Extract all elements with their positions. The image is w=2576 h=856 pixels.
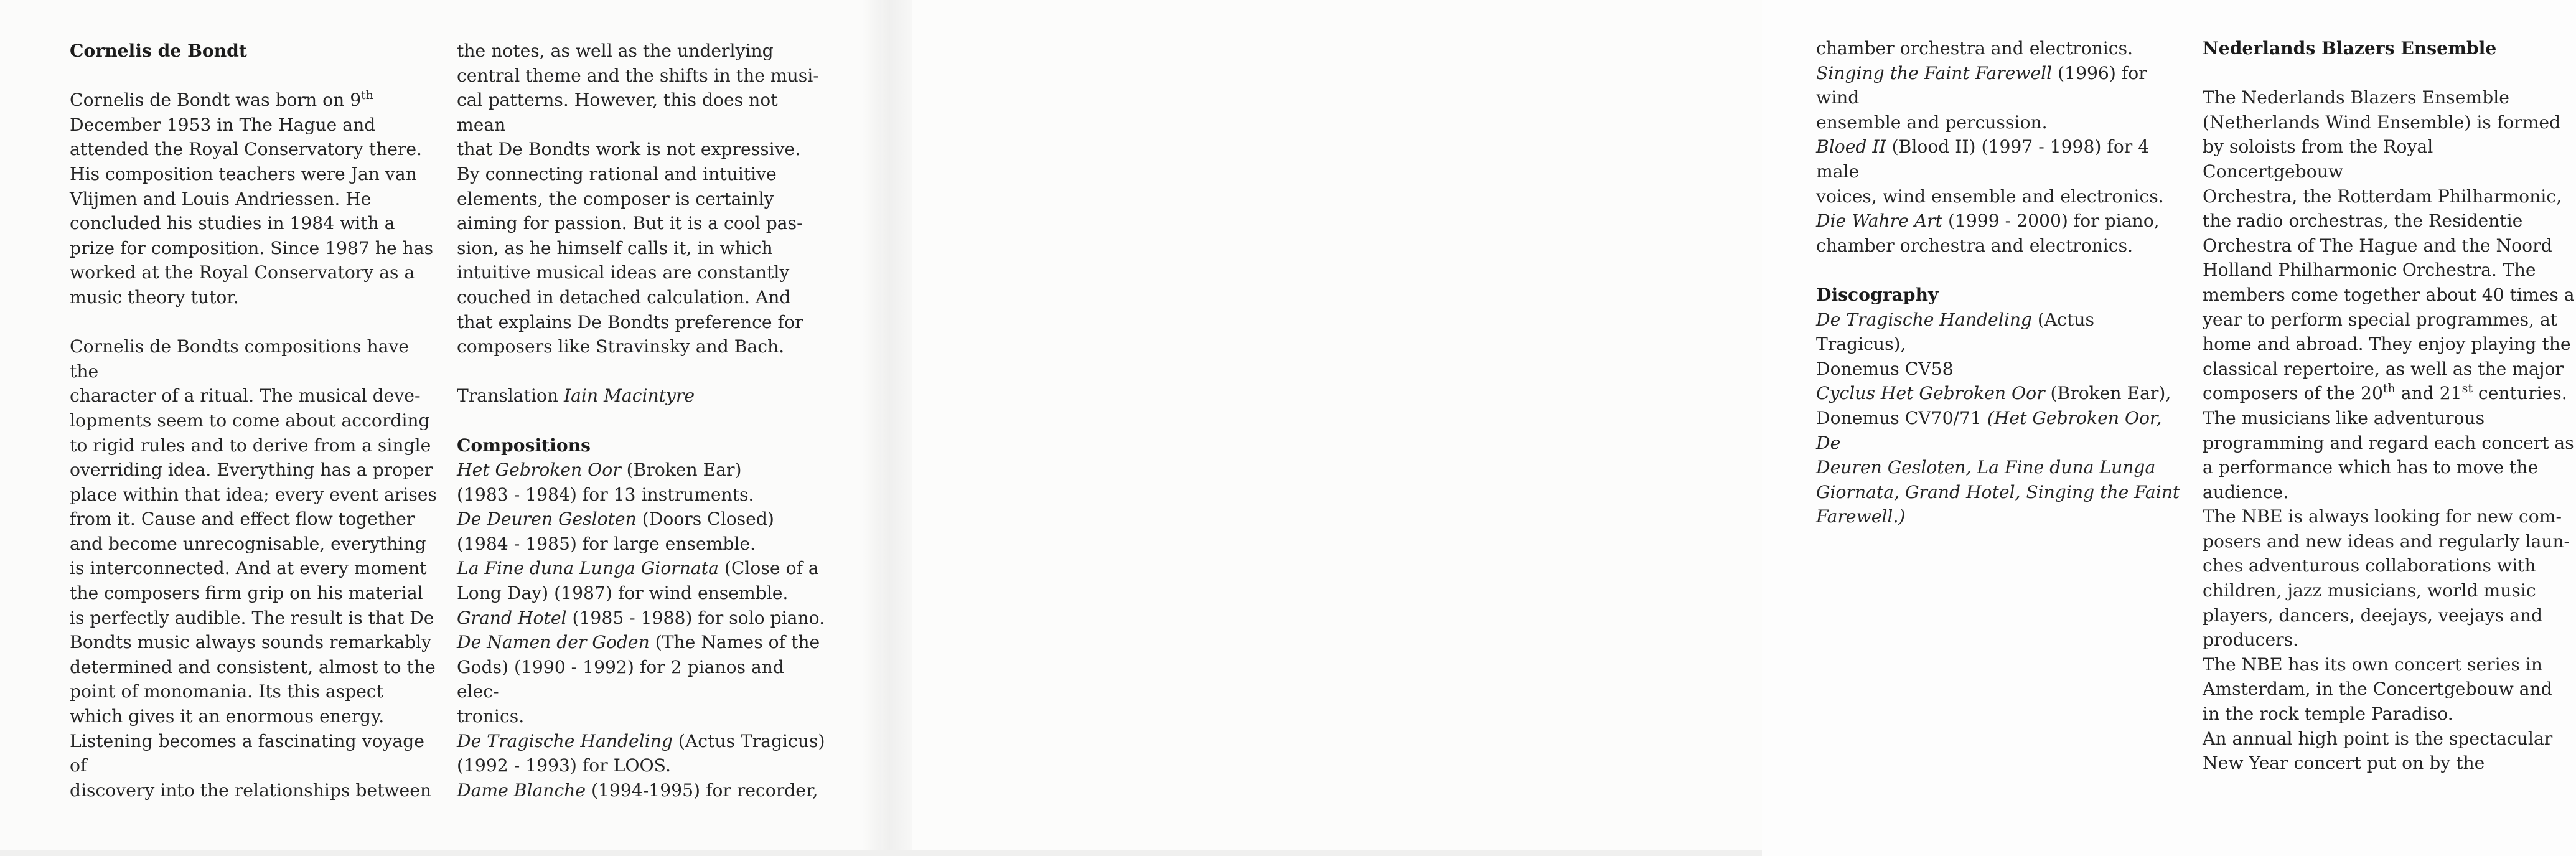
paragraph-nbe-more bbox=[2203, 406, 2576, 776]
bio-line: music theory tutor. bbox=[70, 286, 239, 308]
text-line: place within that idea; every event arises bbox=[70, 484, 437, 505]
composition-details: (Doors Closed) bbox=[636, 509, 774, 530]
text-line: character of a ritual. The musical deve- bbox=[70, 385, 421, 407]
composition-entry bbox=[457, 778, 830, 803]
bio-line: Vlijmen and Louis Andriessen. He bbox=[70, 188, 372, 209]
text-line: players, dancers, deejays, veejays and bbox=[2203, 604, 2543, 626]
text-line: composers like Stravinsky and Bach. bbox=[457, 336, 785, 357]
paragraph-notes-relationships bbox=[457, 39, 830, 359]
bio-line: concluded his studies in 1984 with a bbox=[70, 213, 395, 234]
text-line: home and abroad. They enjoy playing the bbox=[2203, 334, 2571, 355]
composition-entry bbox=[457, 729, 830, 754]
bio-line: Cornelis de Bondt was born on 9th bbox=[70, 88, 374, 111]
discography-entry-detail: Farewell.) bbox=[1816, 506, 1906, 527]
composition-title: La Fine duna Lunga Giornata bbox=[457, 558, 719, 579]
text-line: Listening becomes a fascinating voyage of bbox=[70, 730, 424, 776]
text-line: The NBE has its own concert series in bbox=[2203, 654, 2542, 675]
composition-entry bbox=[457, 630, 830, 655]
text-line: central theme and the shifts in the musi- bbox=[457, 65, 819, 86]
text-line: An annual high point is the spectacular bbox=[2203, 728, 2553, 749]
text-line: lopments seem to come about according bbox=[70, 410, 430, 431]
text-line: Orchestra, the Rotterdam Philharmonic, bbox=[2203, 186, 2562, 207]
discography-entry: De Tragische Handeling (Actus Tragicus), bbox=[1816, 309, 2094, 355]
right-page bbox=[881, 0, 2575, 856]
paragraph-compositions-character bbox=[70, 334, 443, 802]
text-line: cal patterns. However, this does not mean bbox=[457, 90, 778, 135]
text-line: posers and new ideas and regularly laun- bbox=[2203, 530, 2570, 552]
text-line: and become unrecognisable, everything bbox=[70, 533, 426, 554]
text-line: year to perform special programmes, at bbox=[2203, 309, 2558, 330]
page-bottom-edge bbox=[0, 850, 1762, 856]
text-line: is interconnected. And at every moment bbox=[70, 558, 427, 579]
nbe-line-centuries: composers of the 20th and 21st centuries. bbox=[2203, 382, 2567, 404]
text-line: Holland Philharmonic Orchestra. The bbox=[2203, 260, 2536, 281]
text-line: ches adventurous collaborations with bbox=[2203, 555, 2536, 576]
left-page bbox=[0, 0, 881, 856]
composition-entry-detail: Long Day) (1987) for wind ensemble. bbox=[457, 583, 789, 604]
text-line: The NBE is always looking for new com- bbox=[2203, 506, 2562, 527]
composition-entry bbox=[457, 606, 830, 631]
text-line: that explains De Bondts preference for bbox=[457, 311, 803, 332]
composition-entry: Bloed II (Blood II) (1997 - 1998) for 4 male bbox=[1816, 136, 2150, 182]
composition-details: (Close of a bbox=[718, 558, 819, 579]
composition-entry-detail: chamber orchestra and electronics. bbox=[1816, 235, 2133, 256]
heading-cornelis-de-bondt: Cornelis de Bondt bbox=[70, 40, 247, 61]
heading-discography: Discography bbox=[1816, 284, 1939, 305]
composition-title: Grand Hotel bbox=[457, 607, 567, 628]
composition-title: Dame Blanche bbox=[457, 779, 586, 801]
text-line: from it. Cause and effect flow together bbox=[70, 509, 415, 530]
column-4 bbox=[2203, 36, 2576, 776]
heading-nederlands-blazers-ensemble: Nederlands Blazers Ensemble bbox=[2203, 38, 2497, 59]
text-line: discovery into the relationships between bbox=[70, 779, 432, 801]
text-line: The musicians like adventurous bbox=[2203, 407, 2485, 428]
discography-entry-detail: Giornata, Grand Hotel, Singing the Faint bbox=[1816, 481, 2180, 502]
text-line: is perfectly audible. The result is that De bbox=[70, 607, 434, 628]
text-line: that De Bondts work is not expressive. bbox=[457, 139, 801, 160]
composition-entry-detail: ensemble and percussion. bbox=[1816, 111, 2048, 133]
translation-credit: Translation Iain Macintyre bbox=[457, 385, 695, 407]
text-line: by soloists from the Royal Concertgebouw bbox=[2203, 136, 2433, 182]
composition-title: De Deuren Gesloten bbox=[457, 509, 637, 530]
text-line: intuitive musical ideas are constantly bbox=[457, 262, 790, 283]
text-line: couched in detached calculation. And bbox=[457, 286, 791, 308]
text-line: New Year concert put on by the bbox=[2203, 753, 2485, 774]
book-fold-shadow bbox=[862, 0, 912, 856]
text-line: elements, the composer is certainly bbox=[457, 188, 774, 209]
text-line: Amsterdam, in the Concertgebouw and bbox=[2203, 679, 2552, 700]
composition-entry bbox=[457, 556, 830, 581]
text-line: children, jazz musicians, world music bbox=[2203, 580, 2536, 601]
bio-line: attended the Royal Conservatory there. bbox=[70, 139, 423, 160]
heading-compositions: Compositions bbox=[457, 435, 591, 456]
text-line: Bondts music always sounds remarkably bbox=[70, 632, 432, 653]
composition-entry-detail: (1983 - 1984) for 13 instruments. bbox=[457, 484, 754, 505]
text-line: the radio orchestras, the Residentie bbox=[2203, 210, 2523, 232]
text-line: to rigid rules and to derive from a single bbox=[70, 435, 431, 456]
column-3 bbox=[1816, 36, 2190, 529]
text-line: audience. bbox=[2203, 481, 2289, 502]
text-line: the notes, as well as the underlying bbox=[457, 40, 774, 61]
composition-details: (1994-1995) for recorder, bbox=[586, 779, 818, 801]
text-line: sion, as he himself calls it, in which bbox=[457, 237, 773, 258]
composition-details: (Actus Tragicus) bbox=[672, 730, 825, 751]
composition-entry: Singing the Faint Farewell (1996) for wind bbox=[1816, 62, 2147, 108]
composition-entry-detail: tronics. bbox=[457, 706, 525, 727]
discography-entry-detail: Deuren Gesloten, La Fine duna Lunga bbox=[1816, 457, 2156, 478]
composition-details: (1985 - 1988) for solo piano. bbox=[566, 607, 825, 628]
composition-entry: Die Wahre Art (1999 - 2000) for piano, bbox=[1816, 210, 2160, 232]
text-line: producers. bbox=[2203, 629, 2299, 651]
text-line: in the rock temple Paradiso. bbox=[2203, 703, 2453, 725]
composition-details: (Broken Ear) bbox=[621, 459, 742, 481]
text-line: (Netherlands Wind Ensemble) is formed bbox=[2203, 111, 2561, 133]
composition-entry bbox=[457, 458, 830, 482]
text-line: programming and regard each concert as bbox=[2203, 432, 2574, 453]
text-line: By connecting rational and intuitive bbox=[457, 163, 777, 184]
paragraph-nbe-intro bbox=[2203, 85, 2576, 381]
text-line: determined and consistent, almost to the bbox=[70, 656, 436, 677]
text-line: point of monomania. Its this aspect bbox=[70, 681, 384, 702]
discography-entry-detail: Donemus CV70/71 (Het Gebroken Oor, De bbox=[1816, 407, 2162, 453]
composition-title: Het Gebroken Oor bbox=[457, 459, 621, 481]
bio-line: December 1953 in The Hague and bbox=[70, 114, 376, 135]
bio-line: His composition teachers were Jan van bbox=[70, 163, 417, 184]
text-line: overriding idea. Everything has a proper bbox=[70, 459, 433, 481]
discography-entry: Cyclus Het Gebroken Oor (Broken Ear), bbox=[1816, 383, 2171, 404]
text-line: aiming for passion. But it is a cool pas- bbox=[457, 213, 803, 234]
text-line: members come together about 40 times a bbox=[2203, 284, 2575, 305]
composition-entry bbox=[457, 507, 830, 532]
text-line: classical repertoire, as well as the major bbox=[2203, 358, 2564, 379]
composition-entry-detail: (1984 - 1985) for large ensemble. bbox=[457, 533, 756, 554]
compositions-list bbox=[457, 458, 830, 802]
column-2 bbox=[457, 39, 830, 802]
text-line: Orchestra of The Hague and the Noord bbox=[2203, 235, 2552, 256]
composition-entry-detail: voices, wind ensemble and electronics. bbox=[1816, 186, 2164, 207]
composition-title: De Namen der Goden bbox=[457, 632, 650, 653]
composition-entry-detail: Gods) (1990 - 1992) for 2 pianos and elec- bbox=[457, 656, 784, 702]
composition-continued: chamber orchestra and electronics. bbox=[1816, 38, 2133, 59]
discography-entry-detail: Donemus CV58 bbox=[1816, 358, 1954, 379]
text-line: a performance which has to move the bbox=[2203, 457, 2539, 478]
text-line: the composers firm grip on his material bbox=[70, 583, 423, 604]
composition-details: (The Names of the bbox=[649, 632, 820, 653]
bio-line: worked at the Royal Conservatory as a bbox=[70, 262, 415, 283]
composition-title: De Tragische Handeling bbox=[457, 730, 673, 751]
text-line: Cornelis de Bondts compositions have the bbox=[70, 336, 410, 382]
column-1 bbox=[70, 39, 443, 802]
text-line: The Nederlands Blazers Ensemble bbox=[2203, 87, 2509, 108]
composition-entry-detail: (1992 - 1993) for LOOS. bbox=[457, 755, 671, 776]
bio-line: prize for composition. Since 1987 he has bbox=[70, 237, 434, 258]
text-line: which gives it an enormous energy. bbox=[70, 706, 385, 727]
